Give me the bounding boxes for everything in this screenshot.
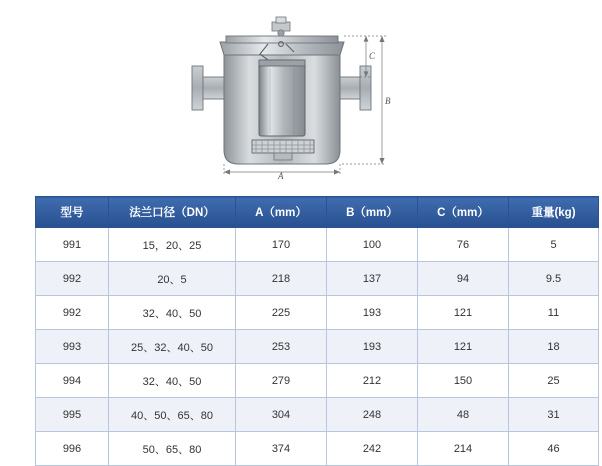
cell-weight: 9.5 (509, 262, 599, 296)
cell-model: 994 (36, 364, 109, 398)
cell-a: 225 (236, 296, 327, 330)
cell-c: 121 (418, 296, 509, 330)
cell-a: 253 (236, 330, 327, 364)
cell-c: 121 (418, 330, 509, 364)
cell-c: 94 (418, 262, 509, 296)
table-row (36, 364, 599, 398)
cell-weight: 11 (509, 296, 599, 330)
cell-model: 993 (36, 330, 109, 364)
column-header-c: C（mm） (418, 197, 509, 228)
cell-c: 48 (418, 398, 509, 432)
cell-weight: 31 (509, 398, 599, 432)
cell-weight: 46 (509, 432, 599, 466)
cell-flange-diameter: 15，20、25 (109, 228, 236, 262)
steam-trap-diagram-icon (190, 14, 405, 179)
specification-table (35, 196, 599, 466)
cell-model: 995 (36, 398, 109, 432)
cell-model: 991 (36, 228, 109, 262)
table-body (36, 228, 599, 466)
cell-flange-diameter: 32、40、50 (109, 296, 236, 330)
table-row (36, 330, 599, 364)
column-header-b: B（mm） (327, 197, 418, 228)
cell-weight: 5 (509, 228, 599, 262)
cell-a: 218 (236, 262, 327, 296)
table-row (36, 398, 599, 432)
cell-model: 996 (36, 432, 109, 466)
cell-a: 304 (236, 398, 327, 432)
cell-flange-diameter: 25、32、40、50 (109, 330, 236, 364)
cell-b: 137 (327, 262, 418, 296)
cell-b: 248 (327, 398, 418, 432)
table-row (36, 262, 599, 296)
cell-b: 100 (327, 228, 418, 262)
column-header-model: 型号 (36, 197, 109, 228)
table-header (36, 197, 599, 228)
cell-a: 374 (236, 432, 327, 466)
cell-weight: 18 (509, 330, 599, 364)
dimension-label-b: B (385, 96, 391, 106)
column-header-flange-diameter: 法兰口径（DN） (109, 197, 236, 228)
cell-b: 193 (327, 330, 418, 364)
table-header-row (36, 197, 599, 228)
cell-flange-diameter: 20、5 (109, 262, 236, 296)
cell-b: 193 (327, 296, 418, 330)
diagram-container (0, 0, 602, 185)
cell-c: 150 (418, 364, 509, 398)
spec-table-container (35, 196, 576, 466)
cell-c: 214 (418, 432, 509, 466)
cell-a: 279 (236, 364, 327, 398)
cell-flange-diameter: 50、65、80 (109, 432, 236, 466)
cell-model: 992 (36, 262, 109, 296)
dimension-label-a: A (278, 171, 284, 179)
dimension-label-c: C (369, 51, 376, 61)
column-header-a: A（mm） (236, 197, 327, 228)
cell-c: 76 (418, 228, 509, 262)
cell-b: 212 (327, 364, 418, 398)
column-header-weight: 重量(kg) (509, 197, 599, 228)
cell-model: 992 (36, 296, 109, 330)
table-row (36, 432, 599, 466)
cell-b: 242 (327, 432, 418, 466)
cell-weight: 25 (509, 364, 599, 398)
cell-flange-diameter: 32、40、50 (109, 364, 236, 398)
table-row (36, 228, 599, 262)
cell-a: 170 (236, 228, 327, 262)
cell-flange-diameter: 40、50、65、80 (109, 398, 236, 432)
table-row (36, 296, 599, 330)
